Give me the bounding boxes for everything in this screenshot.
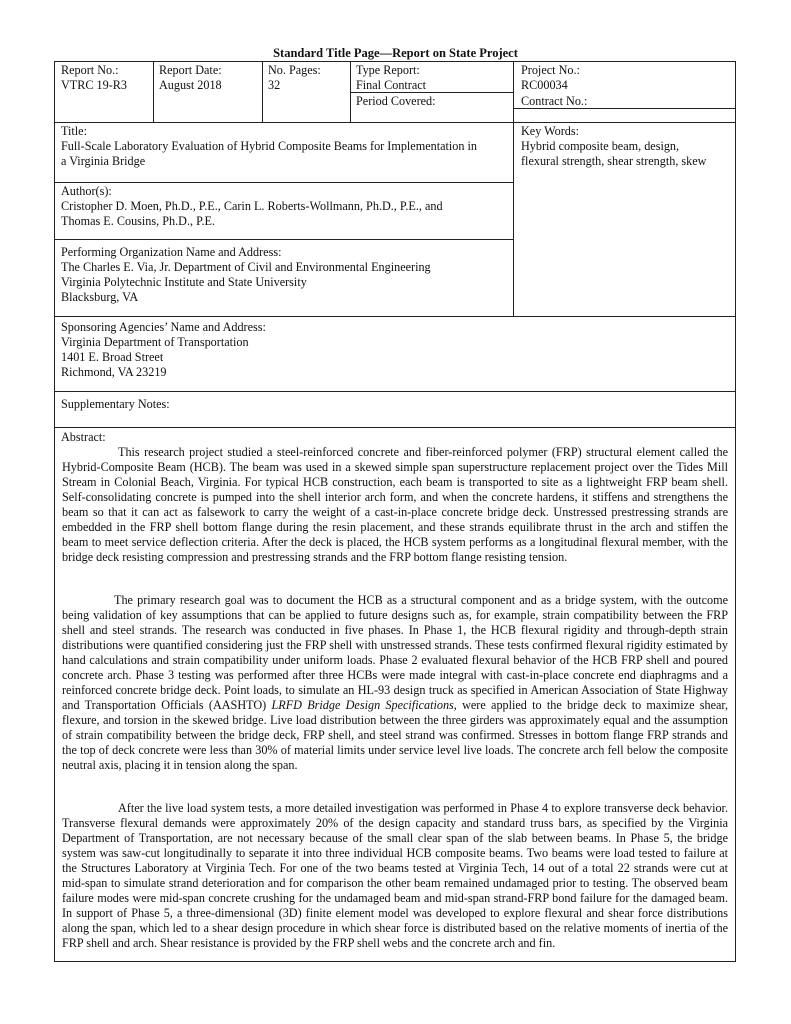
type-report-value: Final Contract: [356, 78, 427, 92]
project-no-label: Project No.:: [521, 63, 580, 77]
abstract-text: This research project studied a steel-reinforced concrete and fiber-reinforced polymer (FRP) structural element called the Hybrid-Composite Beam (HCB). The beam was used in a skewed simple span superstructure replacement project over the Tides Mill Stream in Colonial Beach, Virginia. For typical HCB construction, each beam is transported to site as a lightweight FRP beam shell. Self-consolidating concrete is pumped into the shell interior arch form, and when the concrete hardens, it stiffens and strengthens the beam so that it can act as falsework to carry the weight of a cast-in-place concrete bridge deck. Unstressed prestressing strands are embedded in the FRP shell bottom flange during the resin placement, and these strands equilibrate thrust in the arch and stiffen the beam to meet service deflection criteria. After the deck is placed, the HCB system performs as a longitudinal flexural member, with the bridge deck resisting compression and prestressing strands and the FRP bottom flange resisting tension.: [62, 445, 728, 564]
abstract-text-part: The primary research goal was to document the HCB as a structural component and as a bridge system, with the outcome being validation of key assumptions that can be applied to future designs such as, for example, strain compatibility between the FRP shell and steel strands. The research was conducted in five phases. In Phase 1, the HCB flexural rigidity and through-depth strain distributions were quantified considering just the FRP shell with unstressed strands. These tests confirmed flexural rigidity estimated by hand calculations and strain compatibility under uniform loads. Phase 2 evaluated flexural behavior of the HCB FRP shell and poured concrete arch. Phase 3 testing was performed after three HCBs were made integral with cast-in-place concrete end diaphragms and a reinforced concrete bridge deck. Point loads, to simulate an HL-93 design truck as specified in American Association of State Highway and Transportation Officials (AASHTO): [62, 593, 728, 712]
report-date-label: Report Date:: [159, 63, 222, 77]
performing-org-line: Virginia Polytechnic Institute and State University: [61, 275, 307, 289]
sponsoring-line: 1401 E. Broad Street: [61, 350, 164, 364]
performing-org-label: Performing Organization Name and Address:: [61, 245, 282, 259]
divider: [54, 182, 513, 183]
performing-org-line: Blacksburg, VA: [61, 290, 139, 304]
divider: [54, 316, 736, 317]
report-date-value: August 2018: [159, 78, 222, 92]
type-report-label: Type Report:: [356, 63, 420, 77]
abstract-italic-title: LRFD Bridge Design Specifications: [271, 698, 454, 712]
divider: [54, 239, 513, 240]
abstract-paragraph-2: [62, 593, 728, 773]
report-title-line: a Virginia Bridge: [61, 154, 146, 168]
divider: [153, 61, 154, 122]
divider: [350, 61, 351, 122]
divider: [513, 61, 514, 316]
keywords-line: Hybrid composite beam, design,: [521, 139, 680, 153]
abstract-paragraph-3: [62, 801, 728, 951]
abstract-text: [62, 593, 728, 773]
report-no-label: Report No.:: [61, 63, 119, 77]
performing-org-line: The Charles E. Via, Jr. Department of Civil and Environmental Engineering: [61, 260, 431, 274]
report-title-line: Full-Scale Laboratory Evaluation of Hybrid Composite Beams for Implementation in: [61, 139, 477, 153]
divider: [262, 61, 263, 122]
keywords-label: Key Words:: [521, 124, 580, 138]
abstract-paragraph-1: [62, 445, 728, 565]
report-no-value: VTRC 19-R3: [61, 78, 128, 92]
sponsoring-line: Virginia Department of Transportation: [61, 335, 249, 349]
abstract-text: After the live load system tests, a more detailed investigation was performed in Phase 4 to explore transverse deck behavior. Transverse flexural demands were approximately 20% of the design capacity and standard truss bars, as specified by the Virginia Department of Transportation, are not necessary because of the small clear span of the slab between beams. In Phase 5, the bridge system was saw-cut longitudinally to separate it into three individual HCB composite beams. Two beams were load tested to failure at the Structures Laboratory at Virginia Tech. For one of the two beams tested at Virginia Tech, 14 out of a total 22 strands were cut at mid-span to simulate strand deterioration and for comparison the other beam remained undamaged prior to testing. The observed beam failure modes were mid-span concrete crushing for the undamaged beam and mid-span strand-FRP bond failure for the damaged beam. In support of Phase 5, a three-dimensional (3D) finite element model was developed to explore flexural and shear force distributions along the span, which led to a shear design procedure in which shear force is distributed based on the relative moments of inertia of the FRP shell and arch. Shear resistance is provided by the FRP shell webs and the concrete arch and fin.: [62, 801, 728, 950]
contract-no-label: Contract No.:: [521, 94, 588, 108]
abstract-label: Abstract:: [61, 430, 106, 444]
page-title: Standard Title Page—Report on State Project: [273, 46, 518, 60]
divider: [54, 122, 736, 123]
project-no-value: RC00034: [521, 78, 568, 92]
keywords-line: flexural strength, shear strength, skew: [521, 154, 707, 168]
period-covered-label: Period Covered:: [356, 94, 436, 108]
pages-value: 32: [268, 78, 281, 92]
authors-label: Author(s):: [61, 184, 112, 198]
divider: [54, 391, 736, 392]
sponsoring-line: Richmond, VA 23219: [61, 365, 167, 379]
sponsoring-label: Sponsoring Agencies’ Name and Address:: [61, 320, 266, 334]
pages-label: No. Pages:: [268, 63, 321, 77]
authors-line: Thomas E. Cousins, Ph.D., P.E.: [61, 214, 216, 228]
divider: [54, 427, 736, 428]
title-label: Title:: [61, 124, 87, 138]
abstract-text-part: , were applied to the bridge deck to maximize shear, flexure, and torsion in the skewed bridge. Live load distribution between the three girders was approximately equal and the assumption of strain compatibility between the bridge deck, FRP shell, and steel strand was confirmed. Stresses in bottom flange FRP strands and the top of deck concrete were less than 30% of material limits under service level live loads. The concrete arch fell below the composite neutral axis, placing it in tension along the span.: [62, 698, 729, 772]
authors-line: Cristopher D. Moen, Ph.D., P.E., Carin L. Roberts-Wollmann, Ph.D., P.E., and: [61, 199, 443, 213]
supplementary-notes-label: Supplementary Notes:: [61, 397, 170, 411]
